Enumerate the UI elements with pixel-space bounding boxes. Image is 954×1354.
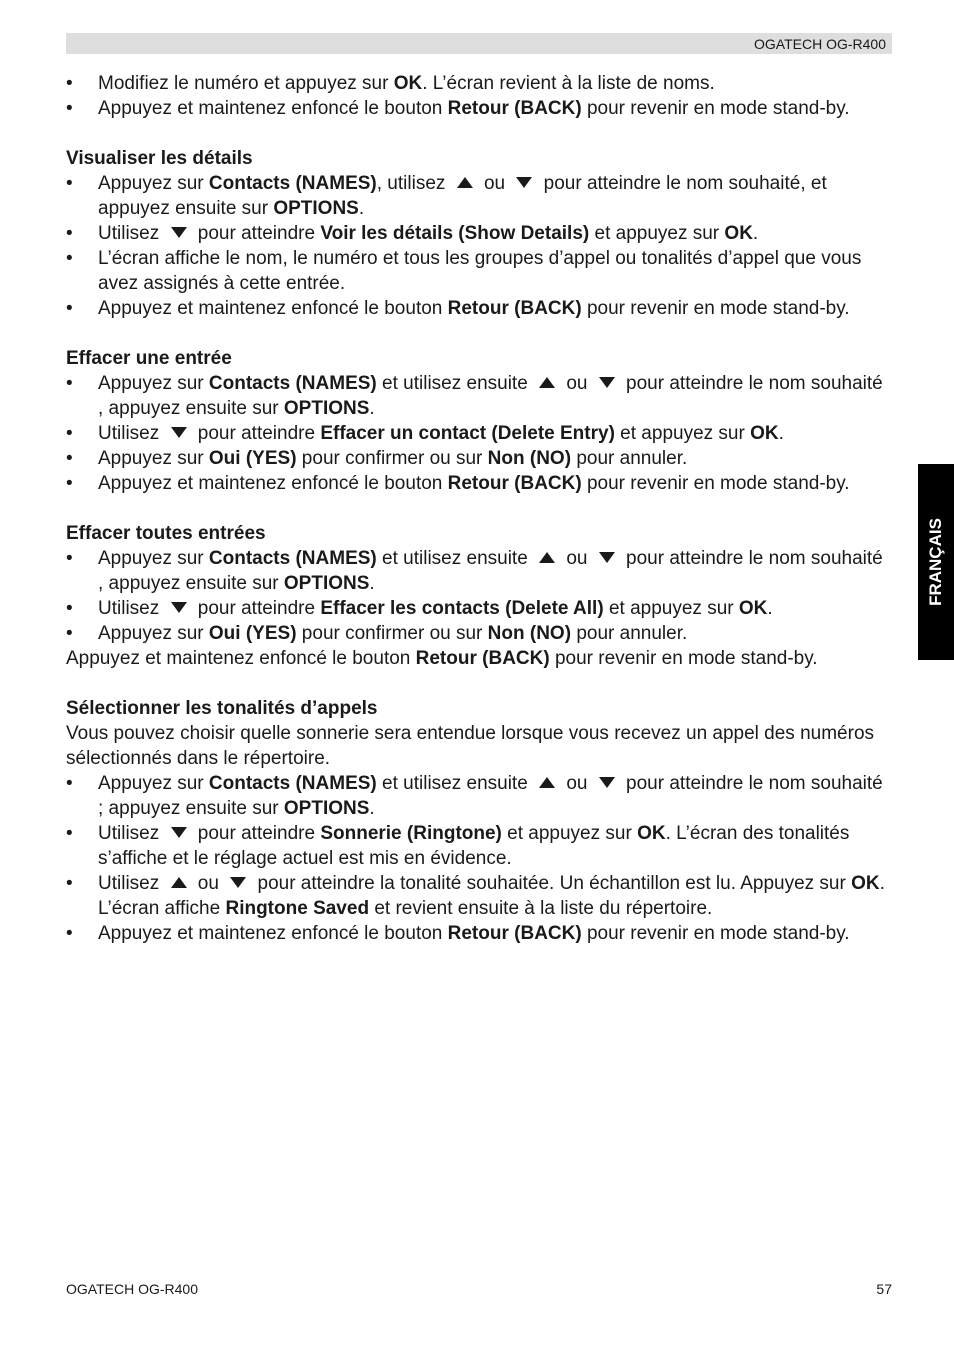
page-content [66, 71, 892, 946]
header-model: OGATECH OG-R400 [754, 36, 886, 52]
list-item: • Appuyez sur Contacts (NAMES) et utilisez ensuite ou pour atteindre le nom souhaité , appuyez ensuite sur OPTIONS. [66, 546, 892, 596]
list-item: • Appuyez sur Oui (YES) pour confirmer ou sur Non (NO) pour annuler. [66, 446, 892, 471]
list-item: • Appuyez sur Contacts (NAMES) et utilisez ensuite ou pour atteindre le nom souhaité ; appuyez ensuite sur OPTIONS. [66, 771, 892, 821]
list-item: • L’écran affiche le nom, le numéro et tous les groupes d’appel ou tonalités d’appel que vous avez assignés à cette entrée. [66, 246, 892, 296]
header-bar [66, 33, 892, 54]
paragraph: Vous pouvez choisir quelle sonnerie sera entendue lorsque vous recevez un appel des numéros sélectionnés dans le répertoire. [66, 723, 875, 769]
list-item: • Utilisez pour atteindre Voir les détails (Show Details) et appuyez sur OK. [66, 221, 892, 246]
list-item: • Utilisez pour atteindre Effacer les contacts (Delete All) et appuyez sur OK. [66, 596, 892, 621]
section-delete-entry [66, 346, 892, 496]
list-item: • Utilisez ou pour atteindre la tonalité souhaitée. Un échantillon est lu. Appuyez sur OK. L’écran affiche Ringtone Saved et revient ensuite à la liste du répertoire. [66, 871, 892, 921]
section-delete-all [66, 521, 892, 671]
paragraph: Appuyez et maintenez enfoncé le bouton Retour (BACK) pour revenir en mode stand-by. [66, 648, 818, 669]
arrow-up-icon [539, 377, 555, 388]
section-details [66, 146, 892, 321]
arrow-down-icon [171, 227, 187, 238]
list-item: • Appuyez et maintenez enfoncé le bouton Retour (BACK) pour revenir en mode stand-by. [66, 96, 892, 121]
list-item: • Modifiez le numéro et appuyez sur OK. L’écran revient à la liste de noms. [66, 71, 892, 96]
arrow-up-icon [539, 777, 555, 788]
arrow-down-icon [599, 377, 615, 388]
arrow-down-icon [171, 427, 187, 438]
arrow-down-icon [171, 602, 187, 613]
section-heading: Effacer une entrée [66, 348, 232, 369]
arrow-up-icon [457, 177, 473, 188]
list-item: • Appuyez et maintenez enfoncé le bouton Retour (BACK) pour revenir en mode stand-by. [66, 921, 892, 946]
intro-list [66, 71, 892, 121]
list-item: • Appuyez sur Contacts (NAMES) et utilisez ensuite ou pour atteindre le nom souhaité , appuyez ensuite sur OPTIONS. [66, 371, 892, 421]
arrow-down-icon [599, 552, 615, 563]
arrow-up-icon [539, 552, 555, 563]
page-number: 57 [876, 1281, 892, 1297]
arrow-down-icon [171, 827, 187, 838]
section-heading: Sélectionner les tonalités d’appels [66, 698, 378, 719]
list-item: • Appuyez et maintenez enfoncé le bouton Retour (BACK) pour revenir en mode stand-by. [66, 296, 892, 321]
arrow-down-icon [599, 777, 615, 788]
arrow-up-icon [171, 877, 187, 888]
list-item: • Utilisez pour atteindre Effacer un contact (Delete Entry) et appuyez sur OK. [66, 421, 892, 446]
arrow-down-icon [516, 177, 532, 188]
list-item: • Appuyez et maintenez enfoncé le bouton Retour (BACK) pour revenir en mode stand-by. [66, 471, 892, 496]
list-item: • Appuyez sur Contacts (NAMES), utilisez ou pour atteindre le nom souhaité, et appuyez ensuite sur OPTIONS. [66, 171, 892, 221]
section-ringtone [66, 696, 892, 946]
arrow-down-icon [230, 877, 246, 888]
footer-model: OGATECH OG-R400 [66, 1281, 198, 1297]
section-heading: Effacer toutes entrées [66, 523, 266, 544]
section-heading: Visualiser les détails [66, 148, 253, 169]
list-item: • Appuyez sur Oui (YES) pour confirmer ou sur Non (NO) pour annuler. [66, 621, 892, 646]
language-tab [918, 464, 954, 660]
language-tab-label: FRANÇAIS [926, 518, 945, 606]
list-item: • Utilisez pour atteindre Sonnerie (Ringtone) et appuyez sur OK. L’écran des tonalités s’affiche et le réglage actuel est mis en évidence. [66, 821, 892, 871]
